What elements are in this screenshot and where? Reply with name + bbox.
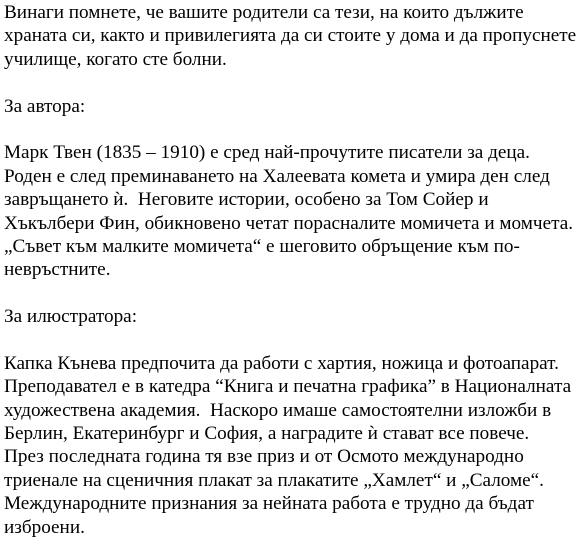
illustrator-line-3: художествена академия. Наскоро имаше самостоятелни изложби в xyxy=(4,399,552,421)
intro-paragraph xyxy=(4,1,580,71)
author-line-5: „Съвет към малките момичета“ е шеговито обръщение към по- xyxy=(4,235,520,257)
author-heading: За автора: xyxy=(4,95,86,117)
paragraph-spacer xyxy=(4,282,580,305)
author-line-1: Марк Твен (1835 – 1910) е сред най-прочутите писатели за деца. xyxy=(4,142,530,164)
illustrator-line-2: Преподавател е в катедра “Книга и печатна графика” в Националната xyxy=(4,376,572,398)
author-line-4: Хъкълбери Фин, обикновено четат порасналите момичета и момчета. xyxy=(4,212,574,234)
illustrator-line-4: Берлин, Екатеринбург и София, а наградите ѝ стават все повече. xyxy=(4,423,530,445)
author-line-3: завръщането ѝ. Неговите истории, особено за Том Сойер и xyxy=(4,189,489,211)
author-line-2: Роден е след преминаването на Халеевата комета и умира ден след xyxy=(4,165,550,187)
illustrator-line-7: Международните признания за нейната работа е трудно да бъдат xyxy=(4,493,534,515)
intro-line-3: училище, когато сте болни. xyxy=(4,48,227,70)
paragraph-spacer xyxy=(4,118,580,141)
author-line-6: невръстните. xyxy=(4,259,111,281)
illustrator-paragraph xyxy=(4,352,580,539)
author-paragraph xyxy=(4,141,580,281)
illustrator-heading: За илюстратора: xyxy=(4,306,138,328)
illustrator-line-1: Капка Кънева предпочита да работи с хартия, ножица и фотоапарат. xyxy=(4,352,559,374)
intro-line-2: храната си, както и привилегията да си стоите у дома и да пропуснете xyxy=(4,25,577,47)
paragraph-spacer xyxy=(4,71,580,94)
intro-line-1: Винаги помнете, че вашите родители са тези, на които дължите xyxy=(4,2,524,23)
paragraph-spacer xyxy=(4,328,580,351)
illustrator-line-8: изброени. xyxy=(4,516,85,538)
illustrator-line-5: През последната година тя взе приз и от Осмото международно xyxy=(4,446,524,468)
illustrator-line-6: триенале на сценичния плакат за плакатите „Хамлет“ и „Саломе“. xyxy=(4,469,544,491)
